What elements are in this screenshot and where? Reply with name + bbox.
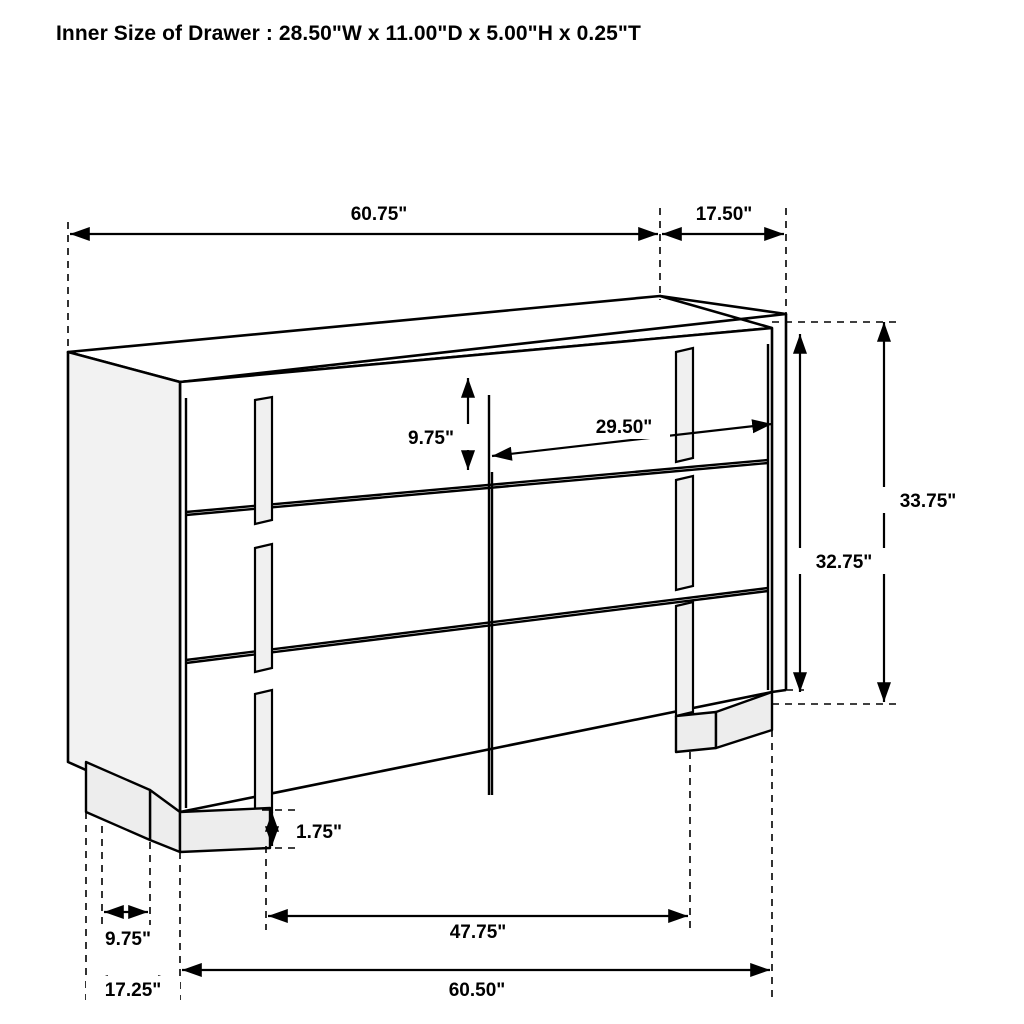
label-width-top: 60.75" [350, 204, 408, 225]
cabinet-right-bottom-edge [772, 690, 786, 692]
label-base-depth: 17.25" [104, 980, 162, 1001]
page-title: Inner Size of Drawer : 28.50"W x 11.00"D x 5.00"H x 0.25"T [56, 22, 641, 45]
handle-right-bottom [676, 602, 693, 716]
base-front-rail [180, 808, 270, 852]
label-depth-top: 17.50" [695, 204, 753, 225]
label-base-width: 47.75" [449, 922, 507, 943]
cabinet-left-side [68, 352, 180, 812]
handle-left-bottom [255, 690, 272, 816]
label-overall-height: 33.75" [899, 491, 957, 512]
label-drawer-width: 29.50" [595, 417, 653, 438]
label-overall-width: 60.50" [448, 980, 506, 1001]
label-drawer-height: 9.75" [408, 428, 454, 449]
label-leg-height: 1.75" [296, 822, 342, 843]
leg-right-front [676, 712, 716, 752]
handle-left-top [255, 397, 272, 524]
handle-right-middle [676, 476, 693, 590]
label-leg-width: 9.75" [105, 929, 151, 950]
label-case-height: 32.75" [815, 552, 873, 573]
handle-right-top [676, 348, 693, 462]
handle-left-middle [255, 544, 272, 672]
